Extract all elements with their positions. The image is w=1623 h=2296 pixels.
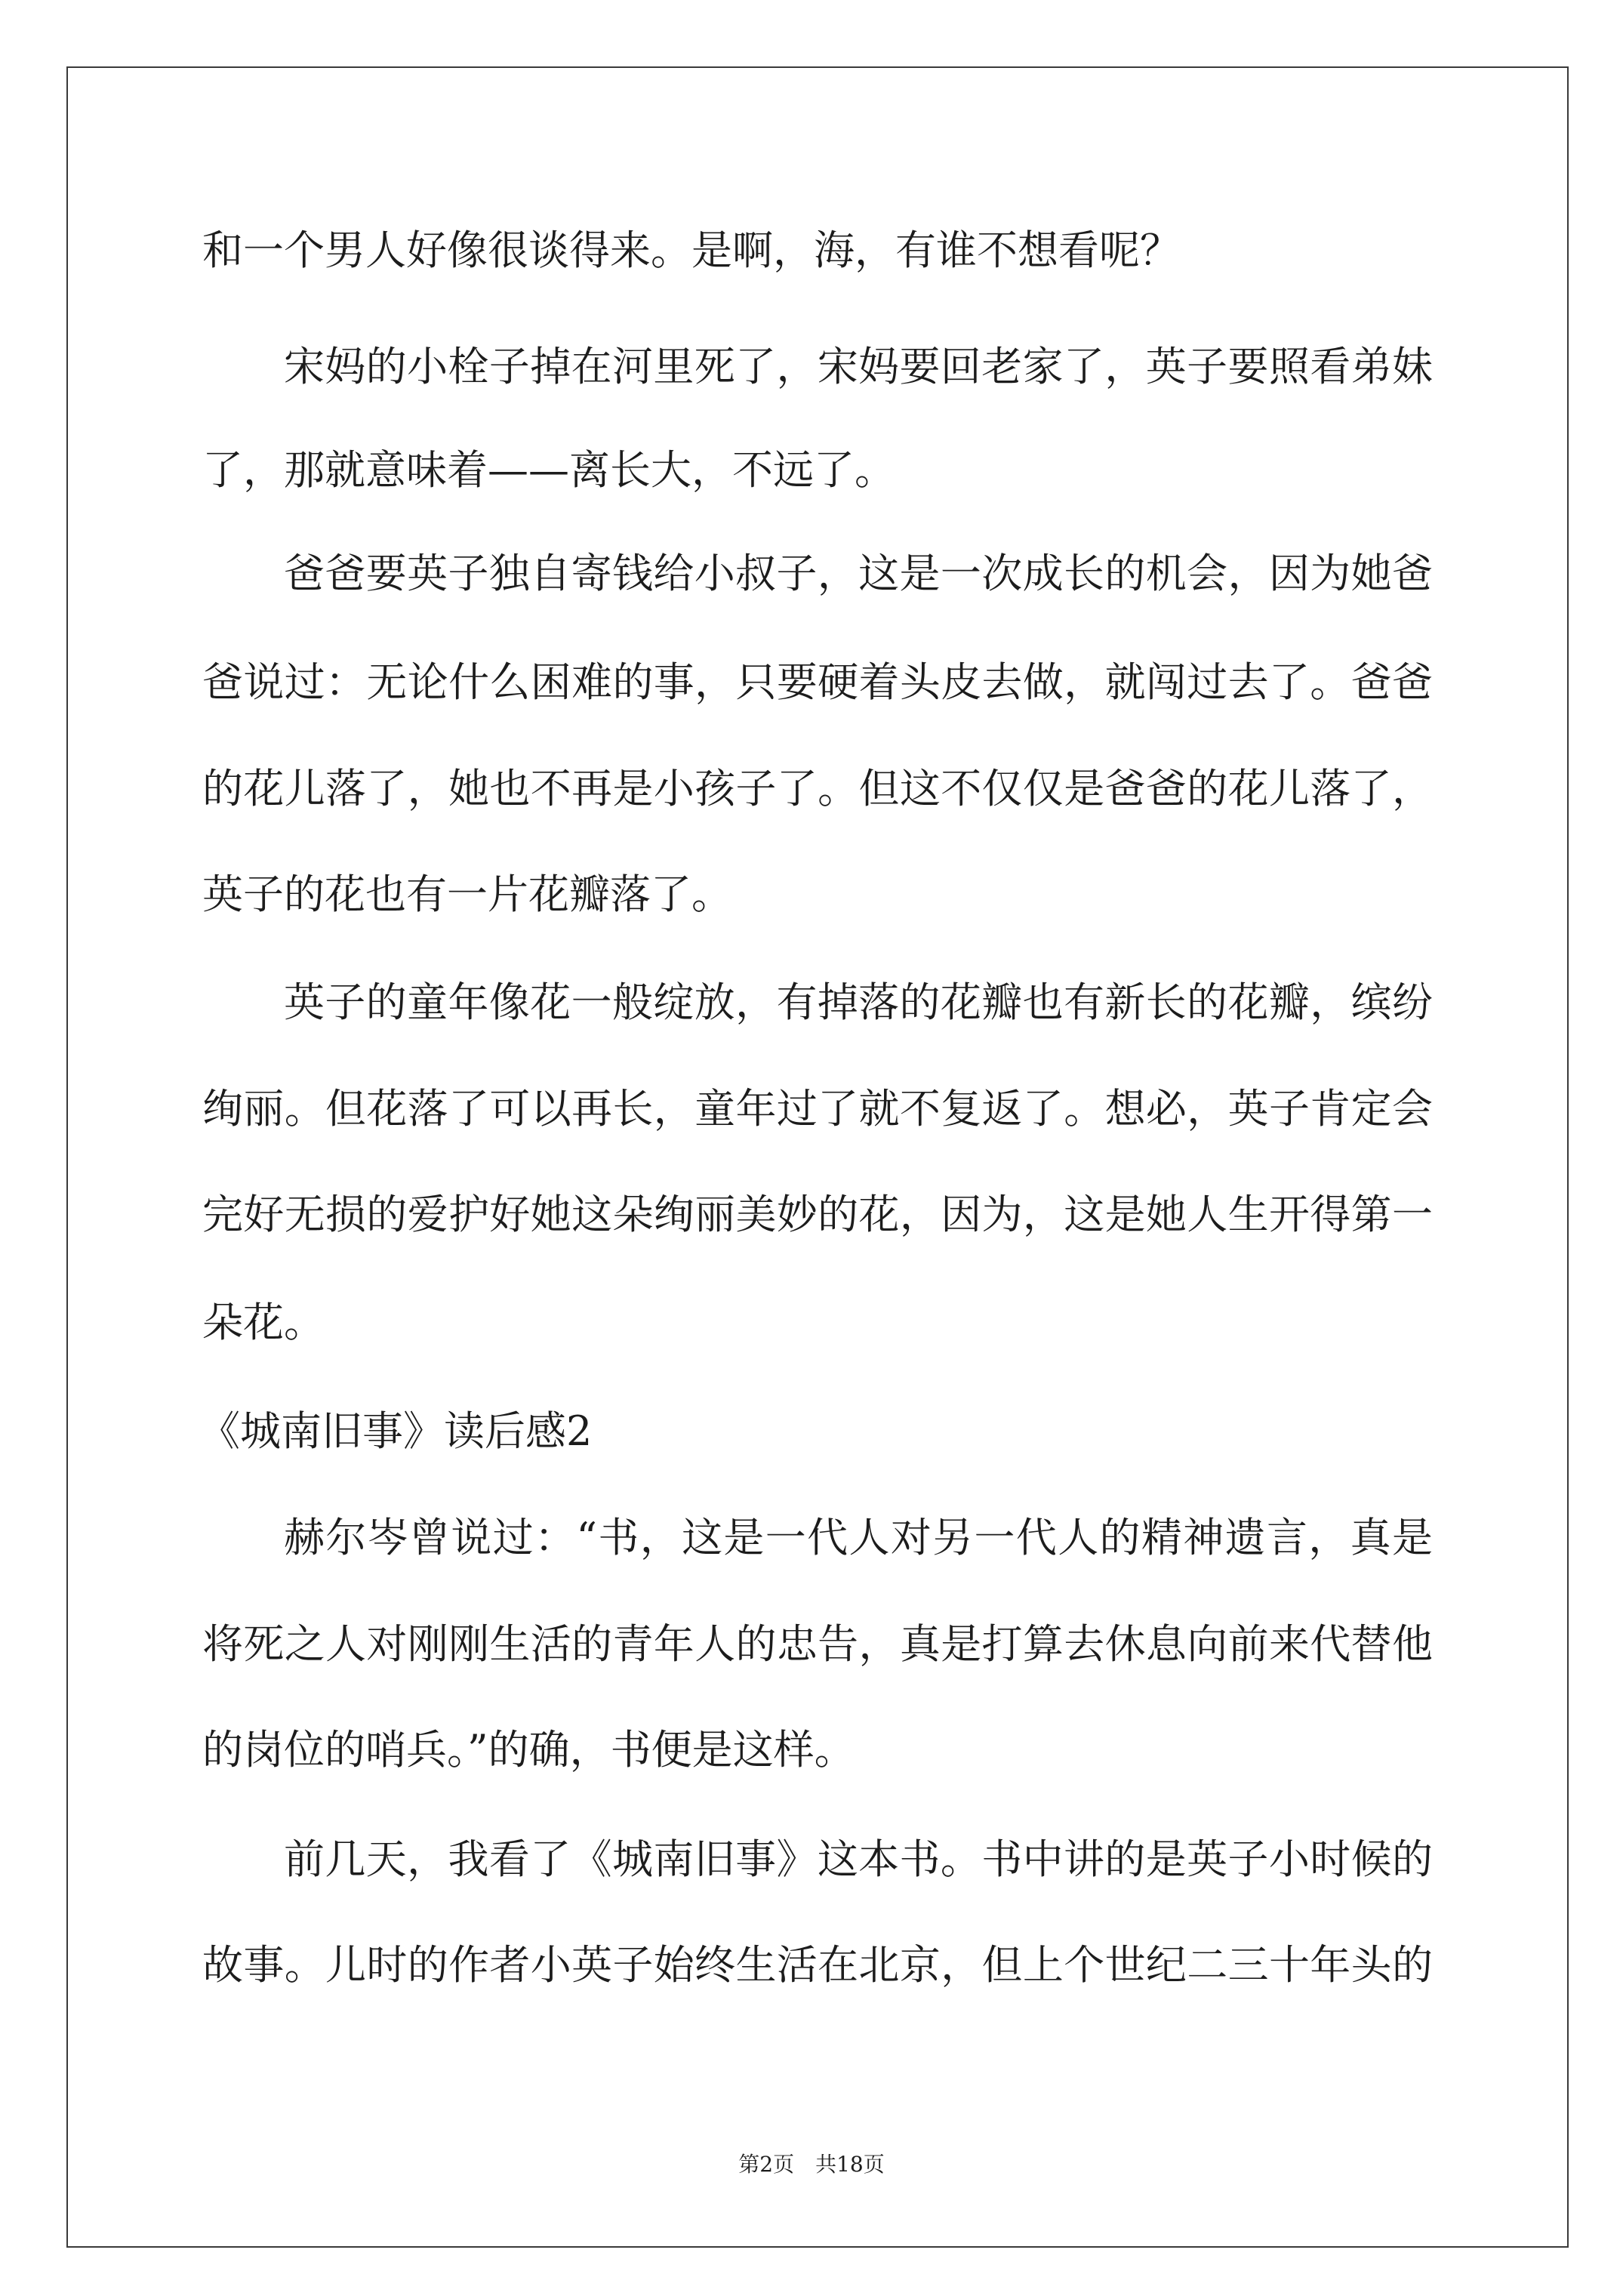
page-border (66, 66, 1569, 2248)
body-text-line: 了，那就意味着——离长大，不远了。 (202, 446, 895, 494)
body-text-line: 前几天，我看了《城南旧事》这本书。书中讲的是英子小时候的 (284, 1835, 1433, 1883)
body-text-line: 完好无损的爱护好她这朵绚丽美妙的花，因为，这是她人生开得第一 (202, 1191, 1433, 1238)
body-text-line: 将死之人对刚刚生活的青年人的忠告，真是打算去休息向前来代替他 (202, 1620, 1433, 1668)
body-text-line: 故事。儿时的作者小英子始终生活在北京，但上个世纪二三十年头的 (202, 1941, 1433, 1989)
body-text-line: 和一个男人好像很谈得来。是啊，海，有谁不想看呢？ (202, 227, 1181, 274)
body-text-line: 的花儿落了，她也不再是小孩子了。但这不仅仅是爸爸的花儿落了， (202, 765, 1433, 812)
body-text-line: 赫尔岑曾说过：“书，这是一代人对另一代人的精神遗言，真是 (284, 1514, 1433, 1561)
body-text-line: 宋妈的小栓子掉在河里死了，宋妈要回老家了，英子要照看弟妹 (284, 343, 1433, 390)
section-heading: 《城南旧事》读后感2 (199, 1407, 593, 1455)
body-text-line: 的岗位的哨兵。”的确，书便是这样。 (202, 1726, 855, 1774)
body-text-line: 朵花。 (202, 1299, 325, 1346)
page-number-footer: 第2页 共18页 (738, 2152, 885, 2177)
body-text-line: 英子的花也有一片花瓣落了。 (202, 871, 732, 918)
body-text-line: 绚丽。但花落了可以再长，童年过了就不复返了。想必，英子肯定会 (202, 1085, 1433, 1133)
body-text-line: 爸说过：无论什么困难的事，只要硬着头皮去做，就闯过去了。爸爸 (202, 658, 1433, 706)
body-text-line: 英子的童年像花一般绽放，有掉落的花瓣也有新长的花瓣，缤纷 (284, 978, 1433, 1026)
body-text-line: 爸爸要英子独自寄钱给小叔子，这是一次成长的机会，因为她爸 (284, 550, 1433, 597)
